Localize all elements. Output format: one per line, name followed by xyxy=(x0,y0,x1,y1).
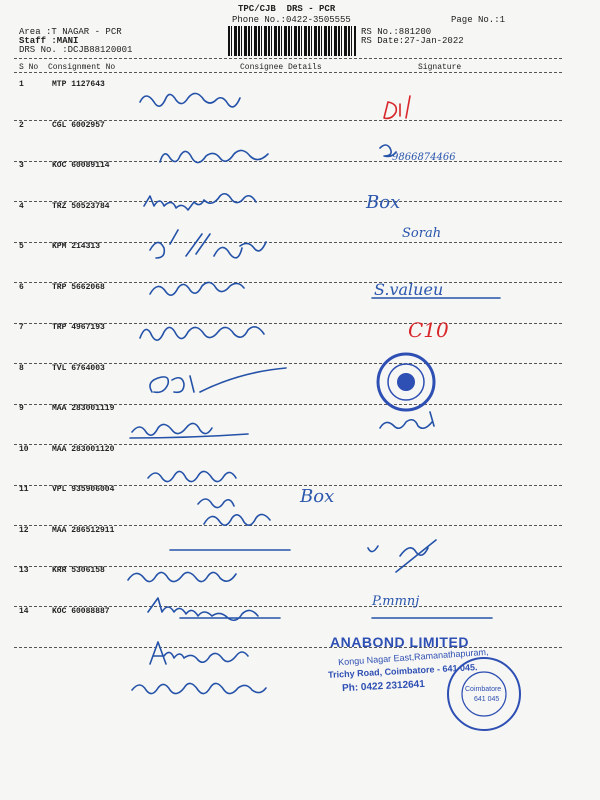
row-consignment-no: MAA 286512911 xyxy=(52,525,115,535)
handwritten-sig-row-4: Sorah xyxy=(402,226,442,241)
company-round-seal xyxy=(444,654,524,734)
column-consignment: Consignment No xyxy=(48,63,116,72)
document-title: TPC/CJB DRS - PCR xyxy=(238,4,336,14)
row-consignment-no: MTP 1127643 xyxy=(52,80,105,89)
staff-field: Staff :MANI xyxy=(19,36,79,46)
handwritten-phone: 9866874466 xyxy=(392,152,456,163)
handwritten-sig-row-12: P.mmnj xyxy=(372,594,420,609)
row-consignment-no: KOC 60088887 xyxy=(52,606,110,616)
signature-row-11 xyxy=(128,550,290,582)
page-number: Page No.:1 xyxy=(451,15,506,25)
signature-row-6 xyxy=(140,327,264,340)
signature-row-10 xyxy=(198,499,270,525)
row-sno: 7 xyxy=(19,323,24,332)
rs-number: RS No.:881200 xyxy=(361,27,432,37)
row-sno: 6 xyxy=(19,282,24,292)
row-sno: 11 xyxy=(19,485,29,494)
stamp-address-1: Kongu Nagar East,Ramanathapuram, xyxy=(337,646,489,668)
row-sno: 10 xyxy=(19,444,29,454)
column-signature: Signature xyxy=(418,63,462,72)
row-consignment-no: TRZ 50523784 xyxy=(52,201,110,211)
signature-row-12 xyxy=(148,598,280,620)
row-sno: 14 xyxy=(19,606,29,616)
row-consignment-no: TVL 6764003 xyxy=(52,363,105,373)
signature-row-8 xyxy=(130,423,248,438)
area-field: Area :T NAGAR - PCR xyxy=(19,27,122,37)
row-sno: 3 xyxy=(19,161,24,170)
signature-row-8-initial xyxy=(380,412,434,428)
bank-seal xyxy=(372,350,442,414)
row-sno: 1 xyxy=(19,80,24,89)
seal-city: Coimbatore xyxy=(465,686,502,693)
column-sno: S No xyxy=(19,63,39,72)
row-sno: 2 xyxy=(19,120,24,130)
phone-number: Phone No.:0422-3505555 xyxy=(232,15,351,25)
signature-row-13 xyxy=(150,642,248,664)
signature-row-2 xyxy=(160,150,268,162)
rs-date: RS Date:27-Jan-2022 xyxy=(361,36,464,46)
handwritten-box-row-10: Box xyxy=(300,486,335,507)
seal-pin: 641 045 xyxy=(474,696,500,703)
signature-row-1-red xyxy=(384,96,410,118)
signature-row-4 xyxy=(150,230,266,258)
row-consignment-no: MAA 283001120 xyxy=(52,444,115,454)
signature-row-14 xyxy=(132,683,266,693)
row-sno: 12 xyxy=(19,525,29,535)
row-consignment-no: TRP 5662068 xyxy=(52,282,105,292)
handwritten-box: Box xyxy=(366,192,401,213)
row-sno: 4 xyxy=(19,201,24,211)
signature-row-7 xyxy=(150,368,286,392)
signature-row-9 xyxy=(148,471,236,481)
row-consignment-no: MAA 283001119 xyxy=(52,404,115,413)
drs-number: DRS No. :DCJB88120001 xyxy=(19,45,133,55)
row-consignment-no: KPM 214313 xyxy=(52,242,101,251)
signature-row-5 xyxy=(150,282,244,295)
handwritten-red-row-6: C10 xyxy=(408,318,449,342)
row-consignment-no: TRP 4967193 xyxy=(52,323,105,332)
signature-row-11-initial xyxy=(368,540,436,572)
signature-row-3 xyxy=(144,194,256,210)
row-sno: 13 xyxy=(19,566,29,575)
row-consignment-no: VPL 935906004 xyxy=(52,485,115,494)
row-sno: 8 xyxy=(19,363,24,373)
stamp-company: ANABOND LIMITED xyxy=(330,634,469,650)
stamp-phone: Ph: 0422 2312641 xyxy=(341,678,426,695)
stamp-address-2: Trichy Road, Coimbatore - 641 045. xyxy=(327,662,478,680)
row-consignment-no: KOC 60089114 xyxy=(52,161,110,170)
row-consignment-no: KRR 5306158 xyxy=(52,566,105,575)
row-consignment-no: CGL 6002957 xyxy=(52,120,105,130)
row-sno: 9 xyxy=(19,404,24,413)
handwritten-sig-row-5: S.valueu xyxy=(374,280,444,299)
column-consignee: Consignee Details xyxy=(240,63,322,72)
row-sno: 5 xyxy=(19,242,24,251)
signature-row-1 xyxy=(140,93,240,106)
